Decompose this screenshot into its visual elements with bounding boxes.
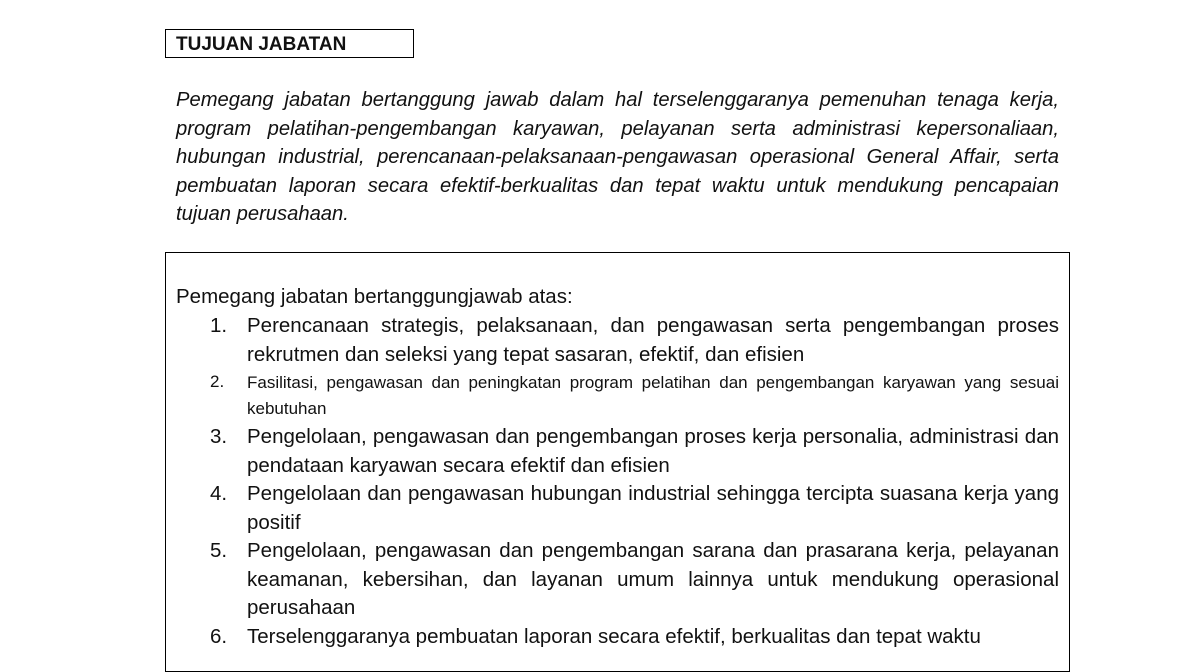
list-item	[176, 312, 1059, 369]
responsibilities-intro: Pemegang jabatan bertanggungjawab atas:	[176, 285, 573, 308]
list-item-number: 4.	[210, 482, 228, 505]
list-item-number: 3.	[210, 425, 228, 448]
responsibilities-list	[176, 312, 1059, 651]
list-item-text: Perencanaan strategis, pelaksanaan, dan pengawasan serta pengembangan proses rekrutmen dan seleksi yang tepat sasaran, efektif, dan efisien	[247, 314, 1059, 366]
purpose-paragraph: Pemegang jabatan bertanggung jawab dalam hal terselenggaranya pemenuhan tenaga kerja, program pelatihan-pengembangan karyawan, pelayanan serta administrasi kepersonaliaan, hubungan industrial, perencanaan-pelaksanaan-pengawasan operasional General Affair, serta pembuatan laporan secara efektif-berkualitas dan tepat waktu untuk mendukung pencapaian tujuan perusahaan.	[176, 89, 1059, 226]
list-item-number: 6.	[210, 624, 228, 648]
list-item	[176, 369, 1059, 423]
list-item	[176, 423, 1059, 480]
list-item-text: Pengelolaan, pengawasan dan pengembangan proses kerja personalia, administrasi dan pendataan karyawan secara efektif dan efisien	[247, 425, 1059, 477]
list-item-number: 1.	[210, 314, 228, 337]
section-title	[165, 29, 414, 58]
list-item	[176, 480, 1059, 537]
responsibilities-box	[165, 252, 1070, 672]
list-item-text: Pengelolaan, pengawasan dan pengembangan sarana dan prasarana kerja, pelayanan keamanan, kebersihan, dan layanan umum lainnya untuk mendukung operasional perusahaan	[247, 539, 1059, 619]
list-item	[176, 537, 1059, 623]
list-item-text: Terselenggaranya pembuatan laporan secara efektif, berkualitas dan tepat waktu	[247, 624, 981, 648]
list-item-number: 2.	[210, 372, 225, 391]
list-item-number: 5.	[210, 539, 228, 562]
list-item-text: Fasilitasi, pengawasan dan peningkatan program pelatihan dan pengembangan karyawan yang sesuai kebutuhan	[247, 373, 1059, 418]
section-title-text: TUJUAN JABATAN	[176, 34, 347, 55]
list-item	[176, 623, 1059, 652]
list-item-text: Pengelolaan dan pengawasan hubungan industrial sehingga tercipta suasana kerja yang positif	[247, 482, 1059, 534]
